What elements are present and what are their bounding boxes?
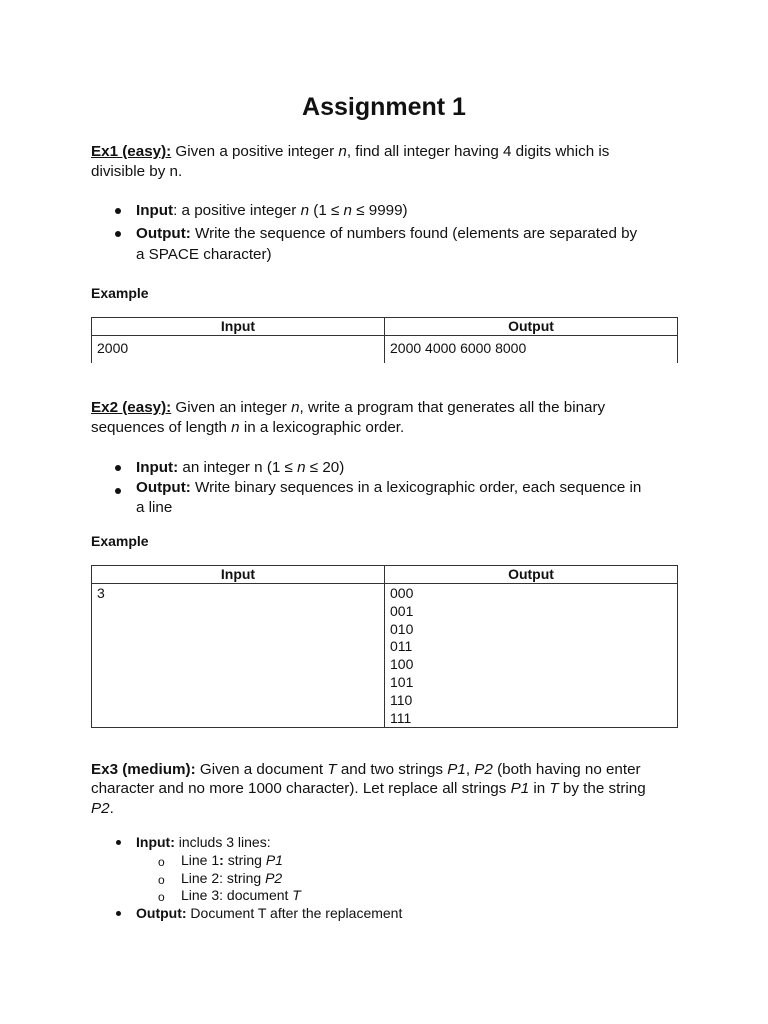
ex2-input-item: [136, 458, 344, 478]
ex1-input-var: n: [300, 202, 310, 219]
table-cell-input: 3: [92, 584, 385, 728]
ex1-output-item: [136, 224, 678, 244]
ex2-output-text: Write binary sequences in a lexicographic order, each sequence in: [190, 479, 642, 496]
ex1-output-label: Output:: [136, 225, 191, 242]
ex2-desc2-text: sequences of length: [91, 419, 232, 436]
ex2-input-var: n: [297, 459, 306, 476]
ex3-line3-var: T: [292, 887, 301, 903]
table-output-line: 110: [390, 691, 413, 708]
ex3-desc2-var-t: T: [549, 780, 559, 797]
table-cell-output: 2000 4000 6000 8000: [385, 336, 678, 363]
table-header-output: Output: [385, 566, 678, 584]
ex1-input-item: [136, 201, 408, 221]
ex3-desc-var-p2: P2: [474, 761, 493, 778]
ex3-desc3-end: .: [109, 800, 114, 817]
ex2-heading: Ex2 (easy):: [91, 399, 172, 416]
bullet-icon: [115, 488, 121, 494]
ex1-example-table: [91, 317, 678, 363]
ex3-line3-text: Line 3: document: [181, 887, 293, 903]
ex3-heading: Ex3 (medium):: [91, 761, 196, 778]
ex2-output-label: Output:: [136, 479, 191, 496]
ex3-output-item: [136, 905, 402, 923]
ex3-desc-var-t: T: [327, 761, 337, 778]
ex1-output-item-line2: a SPACE character): [136, 246, 272, 263]
ex3-line2-var: P2: [265, 870, 283, 886]
ex2-input-text-b: ≤ 20): [305, 459, 345, 476]
bullet-icon: [116, 840, 121, 845]
ex3-line1-item: [181, 852, 283, 870]
ex3-description-line3: [91, 799, 114, 819]
ex3-output-text: Document T after the replacement: [186, 905, 403, 921]
ex3-description-line2: [91, 779, 677, 799]
ex3-desc2-text: character and no more 1000 character). Let replace all strings: [91, 780, 511, 797]
ex1-input-label: Input: [136, 202, 174, 219]
ex1-desc-text: Given a positive integer: [171, 143, 339, 160]
ex3-desc2-text-c: by the string: [558, 780, 646, 797]
ex3-input-text: includs 3 lines:: [174, 834, 271, 850]
ex1-heading: Ex1 (easy):: [91, 143, 172, 160]
table-header-input: Input: [92, 566, 385, 584]
circle-bullet-icon: o: [158, 873, 165, 887]
ex2-desc-var: n: [291, 399, 300, 416]
ex3-desc2-var-p1: P1: [510, 780, 530, 797]
ex1-input-var2: n: [343, 202, 352, 219]
circle-bullet-icon: o: [158, 890, 165, 904]
bullet-icon: [115, 465, 121, 471]
ex2-example-table: [91, 565, 678, 728]
ex3-description: [91, 760, 677, 780]
table-header-input: Input: [92, 318, 385, 336]
ex3-line2-text: Line 2: string: [181, 870, 266, 886]
ex3-input-label: Input:: [136, 834, 175, 850]
table-cell-input: 2000: [92, 336, 385, 363]
ex1-input-text-b: (1 ≤: [309, 202, 344, 219]
ex2-output-item-line2: a line: [136, 499, 173, 516]
bullet-icon: [115, 231, 121, 237]
ex1-input-text-c: ≤ 9999): [352, 202, 408, 219]
ex1-description: [91, 142, 677, 162]
table-output-line: 000: [390, 585, 414, 601]
ex2-desc-text: Given an integer: [171, 399, 292, 416]
ex3-desc-text-c: ,: [465, 761, 475, 778]
table-output-line: 100: [390, 656, 414, 673]
ex3-line2-item: [181, 870, 282, 888]
ex3-desc3-var: P2: [91, 800, 110, 817]
ex2-output-item: [136, 478, 678, 498]
ex2-desc-text-b: , write a program that generates all the binary: [299, 399, 606, 416]
bullet-icon: [116, 911, 121, 916]
table-header-output: Output: [385, 318, 678, 336]
table-output-line: 001: [390, 602, 414, 619]
ex2-desc2-var: n: [231, 419, 240, 436]
ex3-desc-var-p1: P1: [447, 761, 466, 778]
table-output-line: 101: [390, 673, 414, 690]
table-cell-output: [385, 584, 678, 728]
ex3-line1-text: Line 1: [181, 852, 220, 868]
ex2-description: [91, 398, 677, 418]
ex3-line1-colon: :: [219, 852, 224, 868]
ex3-desc2-text-b: in: [529, 780, 550, 797]
bullet-icon: [115, 208, 121, 214]
table-output-line: 010: [390, 620, 414, 637]
ex3-line1-var: P1: [265, 852, 283, 868]
ex1-desc-var: n: [338, 143, 347, 160]
ex3-desc-text: Given a document: [195, 761, 328, 778]
ex1-input-text: : a positive integer: [173, 202, 301, 219]
ex2-input-text: an integer n (1 ≤: [178, 459, 298, 476]
circle-bullet-icon: o: [158, 855, 165, 869]
ex2-description-line2: [91, 418, 677, 438]
page-title: Assignment 1: [302, 93, 466, 121]
ex3-desc-text-d: (both having no enter: [492, 761, 641, 778]
table-output-line: 111: [390, 709, 412, 726]
ex3-desc-text-b: and two strings: [336, 761, 448, 778]
ex3-input-item: [136, 834, 271, 852]
ex1-desc-text-b: , find all integer having 4 digits which is: [346, 143, 610, 160]
table-output-line: 011: [390, 638, 413, 655]
ex3-line1-text-b: string: [223, 852, 266, 868]
ex3-line3-item: [181, 887, 301, 905]
ex1-description-line2: divisible by n.: [91, 163, 183, 180]
ex2-input-label: Input:: [136, 459, 179, 476]
ex2-desc2-text-b: in a lexicographic order.: [239, 419, 405, 436]
ex1-example-label: Example: [91, 285, 149, 301]
ex3-output-label: Output:: [136, 905, 187, 921]
ex2-example-label: Example: [91, 533, 149, 549]
ex1-output-text: Write the sequence of numbers found (elements are separated by: [190, 225, 638, 242]
